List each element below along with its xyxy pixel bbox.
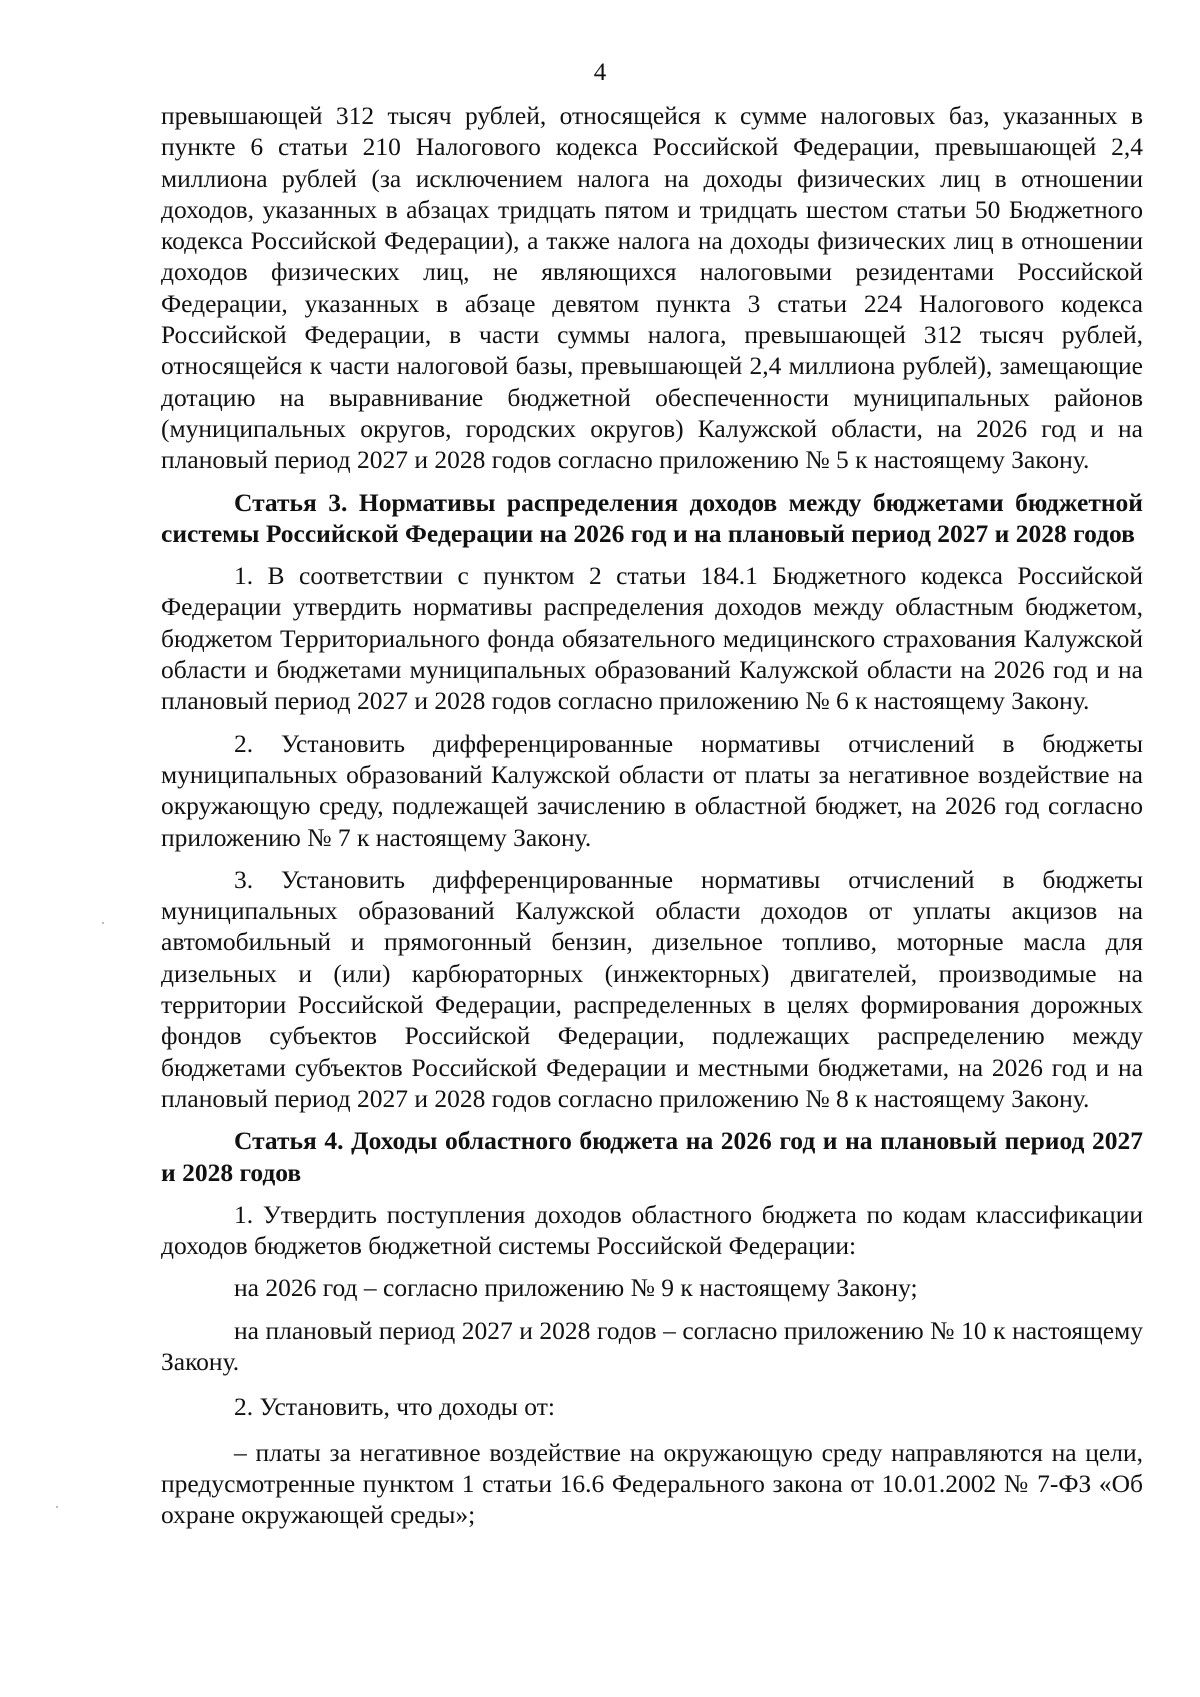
article-4-item-1-b: на плановый период 2027 и 2028 годов – согласно приложению № 10 к настоящему Закону.	[161, 1315, 1143, 1376]
scan-artifact	[56, 1506, 58, 1508]
article-3-item-2: 2. Установить дифференцированные нормативы отчислений в бюджеты муниципальных образований Калужской области от платы за негативное воздействие на окружающую среду, подлежащей зачислению в областной бюджет, на 2026 год согласно приложению № 7 к настоящему Закону.	[161, 728, 1143, 852]
article-4-item-1: 1. Утвердить поступления доходов областного бюджета по кодам классификации доходов бюджетов бюджетной системы Российской Федерации:	[161, 1199, 1143, 1261]
intro-paragraph: превышающей 312 тысяч рублей, относящейся к сумме налоговых баз, указанных в пункте 6 статьи 210 Налогового кодекса Российской Федерации, превышающей 2,4 миллиона рублей (за исключением налога на доходы физических лиц в отношении доходов, указанных в абзацах тридцать пятом и тридцать шестом статьи 50 Бюджетного кодекса Российской Федерации), а также налога на доходы физических лиц в отношении доходов физических лиц, не являющихся налоговыми резидентами Российской Федерации, указанных в абзаце девятом пункта 3 статьи 224 Налогового кодекса Российской Федерации, в части суммы налога, превышающей 312 тысяч рублей, относящейся к части налоговой базы, превышающей 2,4 миллиона рублей), замещающие дотацию на выравнивание бюджетной обеспеченности муниципальных районов (муниципальных округов, городских округов) Калужской области, на 2026 год и на плановый период 2027 и 2028 годов согласно приложению № 5 к настоящему Закону.	[161, 101, 1143, 475]
article-3	[161, 487, 1143, 1115]
document-body	[161, 100, 1143, 1530]
article-4-item-1-a: на 2026 год – согласно приложению № 9 к настоящему Закону;	[234, 1273, 918, 1303]
article-4-heading: Статья 4. Доходы областного бюджета на 2026 год и на плановый период 2027 и 2028 годов	[161, 1126, 1143, 1187]
article-4-item-2: 2. Установить, что доходы от:	[234, 1392, 555, 1422]
article-3-item-3: 3. Установить дифференцированные нормативы отчислений в бюджеты муниципальных образований Калужской области доходов от уплаты акцизов на автомобильный и прямогонный бензин, дизельное топливо, моторные масла для дизельных и (или) карбюраторных (инжекторных) двигателей, производимые на территории Российской Федерации, распределенных в целях формирования дорожных фондов субъектов Российской Федерации, подлежащих распределению между бюджетами субъектов Российской Федерации и местными бюджетами, на 2026 год и на плановый период 2027 и 2028 годов согласно приложению № 8 к настоящему Закону.	[161, 864, 1143, 1113]
scan-artifact	[102, 922, 104, 924]
article-4-item-2-a: – платы за негативное воздействие на окружающую среду направляются на цели, предусмотренные пунктом 1 статьи 16.6 Федерального закона от 10.01.2002 № 7-ФЗ «Об охране окружающей среды»;	[161, 1437, 1143, 1530]
page-number: 4	[593, 59, 607, 86]
article-3-heading: Статья 3. Нормативы распределения доходов между бюджетами бюджетной системы Российской Федерации на 2026 год и на плановый период 2027 и 2028 годов	[161, 487, 1143, 548]
article-4	[161, 1125, 1143, 1530]
article-3-item-1: 1. В соответствии с пунктом 2 статьи 184.1 Бюджетного кодекса Российской Федерации утвердить нормативы распределения доходов между областным бюджетом, бюджетом Территориального фонда обязательного медицинского страхования Калужской области и бюджетами муниципальных образований Калужской области на 2026 год и на плановый период 2027 и 2028 годов согласно приложению № 6 к настоящему Закону.	[161, 561, 1143, 716]
